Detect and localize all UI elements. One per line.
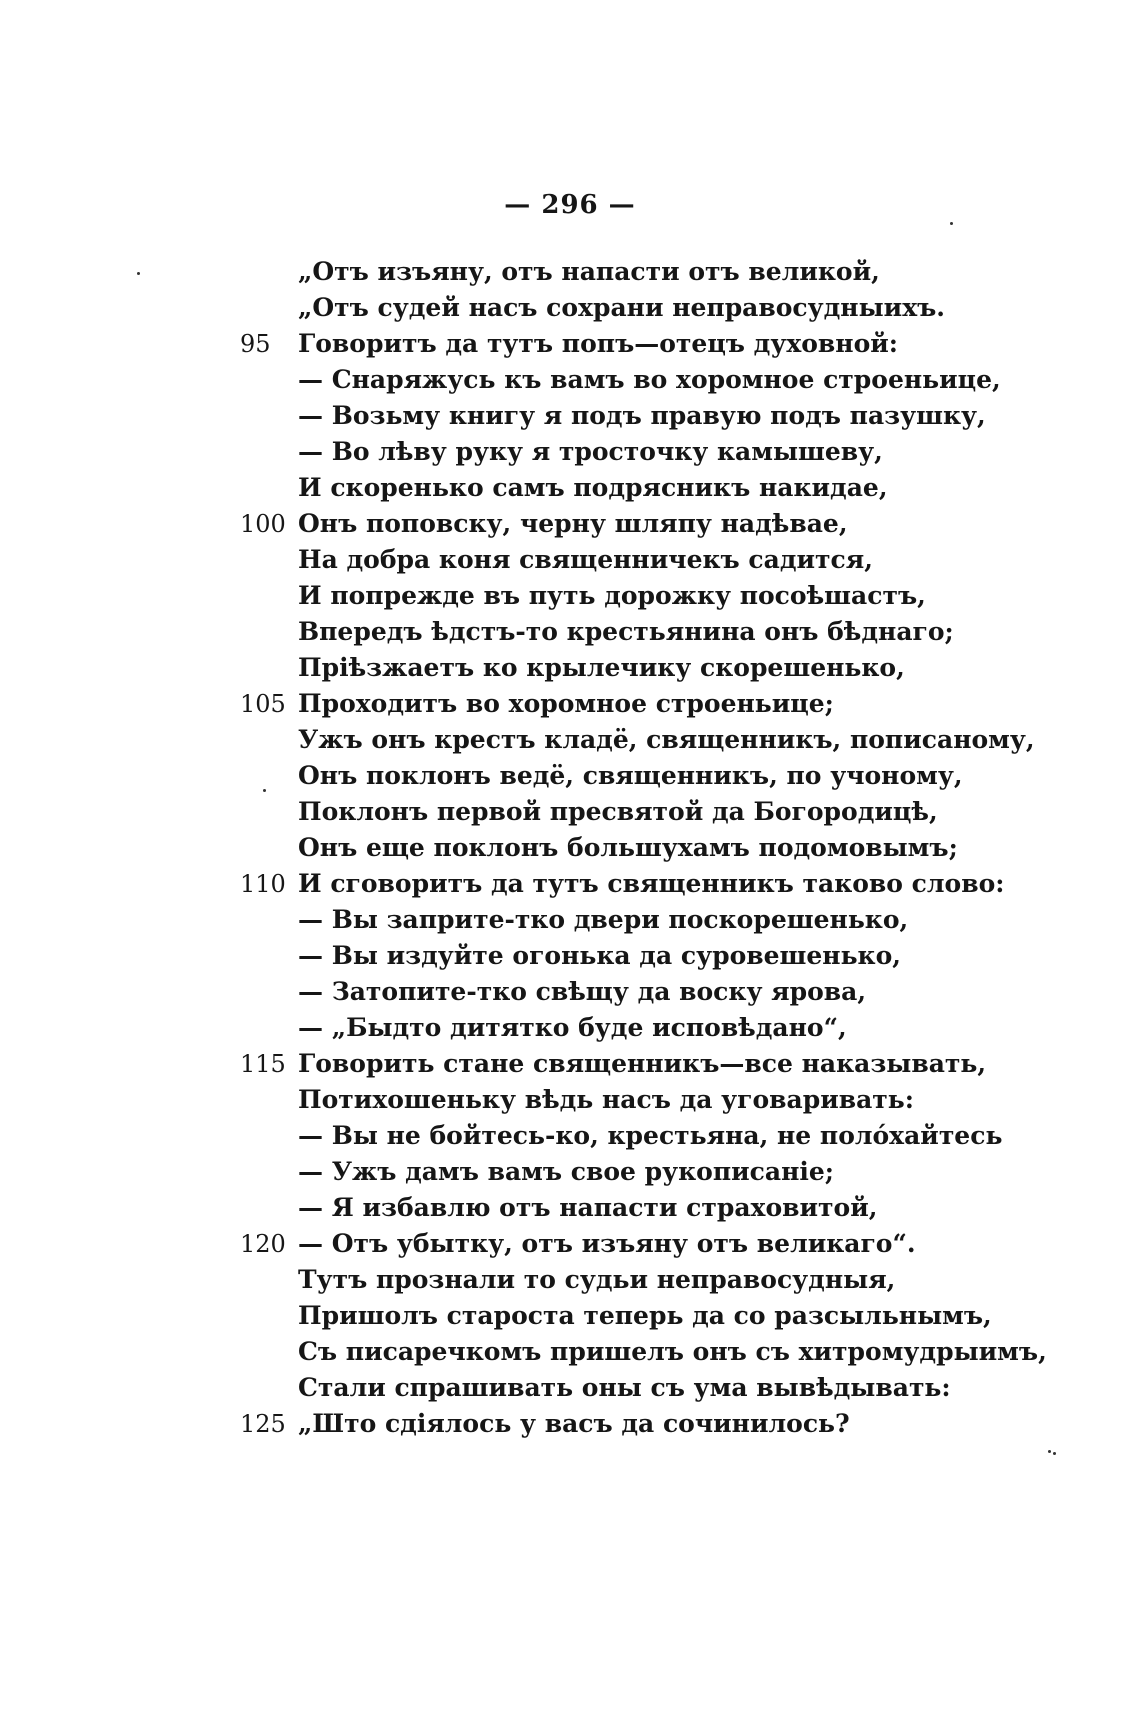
poem-line — [0, 830, 1140, 866]
poem-line — [0, 794, 1140, 830]
poem-line — [0, 470, 1140, 506]
line-text: — Вы издуйте огонька да суровешенько, — [298, 941, 901, 970]
line-number: 110 — [240, 870, 286, 898]
line-text: — Вы заприте-тко двери поскорешенько, — [298, 905, 909, 934]
poem-line — [0, 578, 1140, 614]
line-number: 115 — [240, 1050, 286, 1078]
print-speck — [263, 789, 266, 792]
poem-line — [0, 1370, 1140, 1406]
poem-line — [0, 1226, 1140, 1262]
poem-line — [0, 722, 1140, 758]
line-text: — Отъ убытку, отъ изъяну отъ великаго“. — [298, 1229, 916, 1258]
poem-line — [0, 542, 1140, 578]
poem-line — [0, 398, 1140, 434]
poem-line — [0, 290, 1140, 326]
line-text: — Снаряжусь къ вамъ во хоромное строеньице, — [298, 365, 1001, 394]
print-speck — [950, 222, 953, 225]
line-text: И попрежде въ путь дорожку посоѣшастъ, — [298, 581, 926, 610]
line-text: Онъ еще поклонъ большухамъ подомовымъ; — [298, 833, 958, 862]
poem-line — [0, 1298, 1140, 1334]
poem-line — [0, 1118, 1140, 1154]
poem-line — [0, 326, 1140, 362]
poem-line — [0, 1406, 1140, 1442]
poem-line — [0, 1334, 1140, 1370]
poem-line — [0, 614, 1140, 650]
poem-line — [0, 902, 1140, 938]
line-text: Потихошеньку вѣдь насъ да уговаривать: — [298, 1085, 914, 1114]
line-text: — Вы не бойтесь-ко, крестьяна, не полóхайтесь — [298, 1121, 1003, 1150]
line-number: 120 — [240, 1230, 286, 1258]
line-text: „Отъ судей насъ сохрани неправосудныихъ. — [298, 293, 945, 322]
line-text: „Што сдіялось у васъ да сочинилось? — [298, 1409, 850, 1438]
line-text: Пріѣзжаетъ ко крылечику скорешенько, — [298, 653, 905, 682]
line-text: Съ писаречкомъ пришелъ онъ съ хитромудрыимъ, — [298, 1337, 1047, 1366]
poem-body — [0, 254, 1140, 1442]
line-text: Поклонъ первой пресвятой да Богородицѣ, — [298, 797, 938, 826]
poem-line — [0, 938, 1140, 974]
poem-line — [0, 650, 1140, 686]
poem-line — [0, 1154, 1140, 1190]
line-text: „Отъ изъяну, отъ напасти отъ великой, — [298, 257, 880, 286]
line-number: 125 — [240, 1410, 286, 1438]
poem-line — [0, 758, 1140, 794]
poem-line — [0, 434, 1140, 470]
line-text: — „Быдто дитятко буде исповѣдано“, — [298, 1013, 847, 1042]
line-number: 95 — [240, 330, 271, 358]
line-text: — Я избавлю отъ напасти страховитой, — [298, 1193, 878, 1222]
line-text: Онъ поповску, черну шляпу надѣвае, — [298, 509, 848, 538]
poem-line — [0, 1082, 1140, 1118]
line-text: Впередъ ѣдстъ-то крестьянина онъ бѣднаго; — [298, 617, 954, 646]
print-speck — [1053, 1452, 1056, 1455]
line-text: И скоренько самъ подрясникъ накидае, — [298, 473, 888, 502]
line-text: — Затопите-тко свѣщу да воску ярова, — [298, 977, 867, 1006]
poem-line — [0, 1190, 1140, 1226]
poem-line — [0, 1262, 1140, 1298]
poem-line — [0, 362, 1140, 398]
line-text: Стали спрашивать оны съ ума вывѣдывать: — [298, 1373, 951, 1402]
line-text: — Возьму книгу я подъ правую подъ пазушку, — [298, 401, 986, 430]
line-text: Тутъ прознали то судьи неправосудныя, — [298, 1265, 896, 1294]
line-text: — Ужъ дамъ вамъ свое рукописаніе; — [298, 1157, 835, 1186]
line-text: — Во лѣву руку я тросточку камышеву, — [298, 437, 883, 466]
line-number: 105 — [240, 690, 286, 718]
line-text: Пришолъ староста теперь да со разсыльнымъ, — [298, 1301, 992, 1330]
line-text: И сговоритъ да тутъ священникъ таково слово: — [298, 869, 1005, 898]
poem-line — [0, 866, 1140, 902]
poem-line — [0, 1046, 1140, 1082]
line-text: Ужъ онъ крестъ кладё, священникъ, пописаному, — [298, 725, 1035, 754]
poem-line — [0, 974, 1140, 1010]
page-number: — 296 — — [504, 190, 636, 220]
line-text: Онъ поклонъ ведё, священникъ, по учоному, — [298, 761, 963, 790]
print-speck — [1048, 1450, 1051, 1453]
line-number: 100 — [240, 510, 286, 538]
line-text: Говоритъ да тутъ попъ—отецъ духовной: — [298, 329, 899, 358]
print-speck — [137, 272, 140, 275]
line-text: Проходитъ во хоромное строеньице; — [298, 689, 834, 718]
line-text: На добра коня священничекъ садится, — [298, 545, 873, 574]
poem-line — [0, 254, 1140, 290]
poem-line — [0, 1010, 1140, 1046]
line-text: Говорить стане священникъ—все наказывать, — [298, 1049, 987, 1078]
poem-line — [0, 506, 1140, 542]
poem-line — [0, 686, 1140, 722]
